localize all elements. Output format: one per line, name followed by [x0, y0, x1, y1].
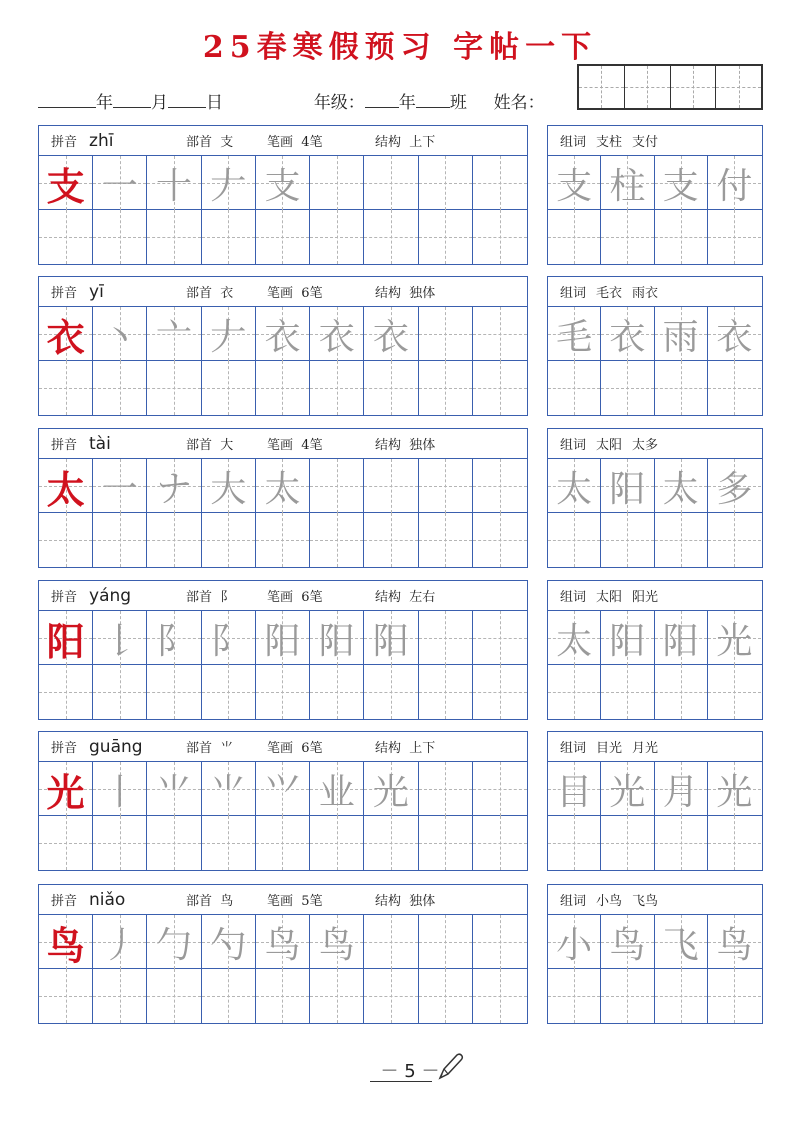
word-trace-cell[interactable]: 月: [655, 762, 708, 816]
word-practice-cell[interactable]: [548, 361, 601, 415]
stroke-order-cell[interactable]: 阝: [202, 611, 256, 665]
practice-cell[interactable]: [39, 665, 93, 719]
word-header: [548, 885, 762, 915]
practice-cell[interactable]: [364, 513, 418, 567]
word-1: 太阳: [596, 438, 623, 453]
name-cell[interactable]: [716, 66, 761, 108]
stroke-order-cell[interactable]: 阳: [256, 611, 310, 665]
stroke-order-cell[interactable]: 衣: [256, 307, 310, 361]
word-trace-cell[interactable]: 阳: [601, 459, 654, 513]
word-trace-cell[interactable]: 太: [655, 459, 708, 513]
word-2: 阳光: [632, 590, 659, 605]
practice-block-4: [38, 580, 528, 720]
stroke-order-cell[interactable]: 丶: [93, 307, 147, 361]
practice-block-1: [38, 125, 528, 265]
word-trace-cell[interactable]: 目: [548, 762, 601, 816]
practice-cell[interactable]: [310, 513, 364, 567]
practice-cell[interactable]: [419, 513, 473, 567]
practice-cell[interactable]: [93, 665, 147, 719]
word-header: [548, 126, 762, 156]
day-blank[interactable]: [168, 92, 206, 108]
char-info-header: [39, 126, 527, 156]
word-2: 太多: [632, 438, 659, 453]
structure-value: 上下: [409, 741, 436, 756]
stroke-order-cell[interactable]: 阳: [310, 611, 364, 665]
date-grade-name-line: [38, 88, 545, 113]
practice-cell[interactable]: [364, 969, 418, 1023]
word-practice-cell[interactable]: [601, 816, 654, 870]
word-practice-cell[interactable]: [548, 816, 601, 870]
stroke-order-cell[interactable]: 丿: [93, 915, 147, 969]
practice-cell[interactable]: [147, 816, 201, 870]
year-blank[interactable]: [38, 92, 96, 108]
practice-cell[interactable]: [473, 611, 527, 665]
pinyin-value: yáng: [89, 585, 132, 606]
stroke-order-cell[interactable]: 亠: [147, 307, 201, 361]
pinyin-value: guāng: [89, 736, 143, 757]
char-info-header: [39, 277, 527, 307]
words-label: 组词: [560, 135, 587, 150]
radical-value: 大: [220, 438, 234, 453]
practice-cell[interactable]: [419, 665, 473, 719]
practice-cell[interactable]: [364, 210, 418, 264]
word-practice-cell[interactable]: [655, 816, 708, 870]
name-label: 姓名：: [493, 93, 545, 113]
stroke-order-cell[interactable]: ⺌: [202, 762, 256, 816]
practice-block-3: [38, 428, 528, 568]
stroke-order-cell[interactable]: 𠂇: [202, 156, 256, 210]
word-block-3: [547, 428, 763, 568]
practice-cell[interactable]: [419, 611, 473, 665]
word-trace-cell[interactable]: 多: [708, 459, 761, 513]
model-character: 支: [39, 156, 93, 210]
word-block-5: [547, 731, 763, 871]
radical-label: 部首: [186, 286, 213, 301]
pen-icon: [436, 1052, 464, 1082]
word-practice-cell[interactable]: [708, 816, 761, 870]
practice-cell[interactable]: [93, 969, 147, 1023]
word-practice-cell[interactable]: [601, 210, 654, 264]
words-label: 组词: [560, 590, 587, 605]
strokes-value: 4笔: [301, 135, 323, 150]
radical-value: 衣: [220, 286, 234, 301]
radical-label: 部首: [186, 135, 213, 150]
radical-value: ⺌: [220, 741, 234, 756]
structure-label: 结构: [375, 741, 402, 756]
word-practice-cell[interactable]: [601, 513, 654, 567]
strokes-value: 5笔: [301, 894, 323, 909]
model-character: 鸟: [39, 915, 93, 969]
word-trace-cell[interactable]: 柱: [601, 156, 654, 210]
model-character: 衣: [39, 307, 93, 361]
practice-cell[interactable]: [419, 762, 473, 816]
word-block-6: [547, 884, 763, 1024]
strokes-value: 6笔: [301, 741, 323, 756]
word-block-2: [547, 276, 763, 416]
word-trace-cell[interactable]: 雨: [655, 307, 708, 361]
pinyin-label: 拼音: [51, 286, 78, 301]
word-practice-cell[interactable]: [548, 665, 601, 719]
year-label: 年: [96, 93, 113, 113]
strokes-value: 6笔: [301, 286, 323, 301]
char-info-header: [39, 885, 527, 915]
strokes-value: 6笔: [301, 590, 323, 605]
pinyin-label: 拼音: [51, 438, 78, 453]
word-1: 小鸟: [596, 894, 623, 909]
word-trace-cell[interactable]: 光: [708, 762, 761, 816]
word-practice-cell[interactable]: [548, 210, 601, 264]
practice-cell[interactable]: [310, 361, 364, 415]
structure-value: 独体: [409, 286, 436, 301]
structure-value: 独体: [409, 894, 436, 909]
practice-cell[interactable]: [473, 762, 527, 816]
practice-block-6: [38, 884, 528, 1024]
structure-label: 结构: [375, 135, 402, 150]
stroke-order-cell[interactable]: 𠂇: [202, 307, 256, 361]
word-practice-cell[interactable]: [655, 665, 708, 719]
practice-cell[interactable]: [473, 513, 527, 567]
structure-label: 结构: [375, 286, 402, 301]
name-cell[interactable]: [579, 66, 625, 108]
practice-cell[interactable]: [93, 816, 147, 870]
word-trace-cell[interactable]: 阳: [655, 611, 708, 665]
stroke-order-cell[interactable]: 光: [364, 762, 418, 816]
structure-label: 结构: [375, 894, 402, 909]
month-label: 月: [151, 93, 168, 113]
stroke-order-cell[interactable]: ⺍: [256, 762, 310, 816]
practice-cell[interactable]: [473, 156, 527, 210]
word-header: [548, 581, 762, 611]
word-practice-cell[interactable]: [601, 361, 654, 415]
radical-value: 阝: [220, 590, 234, 605]
word-trace-cell[interactable]: 毛: [548, 307, 601, 361]
practice-cell[interactable]: [202, 969, 256, 1023]
word-practice-cell[interactable]: [655, 361, 708, 415]
practice-cell[interactable]: [256, 969, 310, 1023]
class-label: 班: [449, 93, 467, 113]
practice-cell[interactable]: [310, 969, 364, 1023]
stroke-order-cell[interactable]: 一: [93, 459, 147, 513]
practice-cell[interactable]: [147, 513, 201, 567]
practice-cell[interactable]: [473, 665, 527, 719]
practice-cell[interactable]: [256, 210, 310, 264]
radical-value: 鸟: [220, 894, 234, 909]
strokes-label: 笔画: [267, 741, 294, 756]
word-1: 目光: [596, 741, 623, 756]
strokes-label: 笔画: [267, 438, 294, 453]
stroke-order-cell[interactable]: 一: [93, 156, 147, 210]
strokes-value: 4笔: [301, 438, 323, 453]
practice-cell[interactable]: [364, 361, 418, 415]
word-practice-cell[interactable]: [708, 969, 761, 1023]
pinyin-label: 拼音: [51, 135, 78, 150]
practice-cell[interactable]: [202, 361, 256, 415]
word-trace-cell[interactable]: 支: [548, 156, 601, 210]
word-practice-cell[interactable]: [708, 361, 761, 415]
practice-cell[interactable]: [419, 969, 473, 1023]
practice-cell[interactable]: [419, 361, 473, 415]
practice-cell[interactable]: [202, 210, 256, 264]
word-practice-cell[interactable]: [708, 513, 761, 567]
practice-cell[interactable]: [419, 915, 473, 969]
pinyin-value: tài: [89, 433, 111, 454]
practice-cell[interactable]: [364, 816, 418, 870]
stroke-order-cell[interactable]: 阝: [147, 611, 201, 665]
practice-cell[interactable]: [256, 361, 310, 415]
word-trace-cell[interactable]: 太: [548, 459, 601, 513]
model-character: 阳: [39, 611, 93, 665]
stroke-order-cell[interactable]: 十: [147, 156, 201, 210]
word-trace-cell[interactable]: 太: [548, 611, 601, 665]
structure-value: 上下: [409, 135, 436, 150]
strokes-label: 笔画: [267, 135, 294, 150]
char-info-header: [39, 429, 527, 459]
stroke-order-cell[interactable]: 丨: [93, 762, 147, 816]
structure-value: 独体: [409, 438, 436, 453]
word-practice-cell[interactable]: [708, 210, 761, 264]
grade-label: 年级：: [313, 93, 365, 113]
month-blank[interactable]: [113, 92, 151, 108]
word-trace-cell[interactable]: 支: [655, 156, 708, 210]
practice-cell[interactable]: [39, 816, 93, 870]
practice-cell[interactable]: [256, 665, 310, 719]
stroke-order-cell[interactable]: 衣: [364, 307, 418, 361]
word-practice-cell[interactable]: [548, 969, 601, 1023]
stroke-order-cell[interactable]: 鸟: [256, 915, 310, 969]
word-trace-cell[interactable]: 光: [708, 611, 761, 665]
strokes-label: 笔画: [267, 894, 294, 909]
stroke-order-cell[interactable]: 太: [256, 459, 310, 513]
word-practice-cell[interactable]: [655, 969, 708, 1023]
pinyin-label: 拼音: [51, 894, 78, 909]
practice-cell[interactable]: [310, 816, 364, 870]
word-practice-cell[interactable]: [655, 513, 708, 567]
word-2: 飞鸟: [632, 894, 659, 909]
practice-cell[interactable]: [202, 665, 256, 719]
stroke-order-cell[interactable]: 𠄌: [93, 611, 147, 665]
radical-label: 部首: [186, 590, 213, 605]
practice-cell[interactable]: [419, 156, 473, 210]
radical-label: 部首: [186, 741, 213, 756]
word-practice-cell[interactable]: [601, 969, 654, 1023]
structure-label: 结构: [375, 590, 402, 605]
words-label: 组词: [560, 286, 587, 301]
practice-cell[interactable]: [419, 459, 473, 513]
practice-cell[interactable]: [39, 513, 93, 567]
word-trace-cell[interactable]: 光: [601, 762, 654, 816]
stroke-order-cell[interactable]: 阳: [364, 611, 418, 665]
radical-label: 部首: [186, 438, 213, 453]
stroke-order-cell[interactable]: 支: [256, 156, 310, 210]
page-number: － 5 －: [370, 1057, 450, 1083]
structure-label: 结构: [375, 438, 402, 453]
word-practice-cell[interactable]: [708, 665, 761, 719]
name-cell[interactable]: [671, 66, 717, 108]
word-1: 太阳: [596, 590, 623, 605]
pinyin-value: yī: [89, 281, 104, 302]
word-trace-cell[interactable]: 鸟: [708, 915, 761, 969]
pinyin-value: zhī: [89, 130, 114, 151]
practice-cell[interactable]: [473, 459, 527, 513]
practice-cell[interactable]: [419, 210, 473, 264]
stroke-order-cell[interactable]: ⺌: [147, 762, 201, 816]
stroke-order-cell[interactable]: 鸟: [310, 915, 364, 969]
words-label: 组词: [560, 741, 587, 756]
practice-cell[interactable]: [147, 210, 201, 264]
practice-cell[interactable]: [39, 361, 93, 415]
stroke-order-cell[interactable]: 衣: [310, 307, 364, 361]
word-header: [548, 429, 762, 459]
class-blank[interactable]: [416, 92, 450, 108]
practice-cell[interactable]: [93, 210, 147, 264]
practice-cell[interactable]: [39, 210, 93, 264]
practice-cell[interactable]: [473, 915, 527, 969]
practice-cell[interactable]: [473, 816, 527, 870]
words-label: 组词: [560, 894, 587, 909]
practice-cell[interactable]: [202, 513, 256, 567]
model-character: 光: [39, 762, 93, 816]
structure-value: 左右: [409, 590, 436, 605]
word-trace-cell[interactable]: 衣: [708, 307, 761, 361]
practice-cell[interactable]: [473, 307, 527, 361]
strokes-label: 笔画: [267, 286, 294, 301]
practice-cell[interactable]: [473, 210, 527, 264]
word-2: 雨衣: [632, 286, 659, 301]
word-practice-cell[interactable]: [548, 513, 601, 567]
word-trace-cell[interactable]: 小: [548, 915, 601, 969]
char-info-header: [39, 581, 527, 611]
word-trace-cell[interactable]: 飞: [655, 915, 708, 969]
stroke-order-cell[interactable]: 勺: [202, 915, 256, 969]
pinyin-label: 拼音: [51, 590, 78, 605]
practice-cell[interactable]: [93, 361, 147, 415]
word-trace-cell[interactable]: 付: [708, 156, 761, 210]
page-title: 25春寒假预习 字帖一下: [202, 30, 598, 65]
practice-cell[interactable]: [310, 156, 364, 210]
radical-value: 支: [220, 135, 234, 150]
practice-cell[interactable]: [364, 915, 418, 969]
pinyin-label: 拼音: [51, 741, 78, 756]
practice-cell[interactable]: [202, 816, 256, 870]
stroke-order-cell[interactable]: ナ: [147, 459, 201, 513]
practice-cell[interactable]: [147, 665, 201, 719]
practice-cell[interactable]: [419, 816, 473, 870]
stroke-order-cell[interactable]: 勹: [147, 915, 201, 969]
day-label: 日: [206, 93, 223, 113]
word-practice-cell[interactable]: [601, 665, 654, 719]
word-trace-cell[interactable]: 鸟: [601, 915, 654, 969]
word-1: 支柱: [596, 135, 623, 150]
practice-cell[interactable]: [473, 969, 527, 1023]
grade-blank[interactable]: [365, 92, 399, 108]
practice-cell[interactable]: [256, 513, 310, 567]
grade-year-label: 年: [398, 93, 416, 113]
word-2: 月光: [632, 741, 659, 756]
practice-cell[interactable]: [419, 307, 473, 361]
model-character: 太: [39, 459, 93, 513]
word-header: [548, 277, 762, 307]
practice-cell[interactable]: [39, 969, 93, 1023]
name-writing-grid[interactable]: [577, 64, 763, 110]
practice-block-5: [38, 731, 528, 871]
practice-cell[interactable]: [310, 210, 364, 264]
word-block-1: [547, 125, 763, 265]
practice-cell[interactable]: [364, 459, 418, 513]
practice-cell[interactable]: [364, 665, 418, 719]
name-cell[interactable]: [625, 66, 671, 108]
practice-cell[interactable]: [256, 816, 310, 870]
practice-cell[interactable]: [310, 459, 364, 513]
stroke-order-cell[interactable]: 业: [310, 762, 364, 816]
practice-cell[interactable]: [147, 361, 201, 415]
practice-block-2: [38, 276, 528, 416]
pinyin-value: niǎo: [89, 889, 126, 910]
practice-cell[interactable]: [473, 361, 527, 415]
word-2: 支付: [632, 135, 659, 150]
word-header: [548, 732, 762, 762]
word-trace-cell[interactable]: 阳: [601, 611, 654, 665]
practice-cell[interactable]: [147, 969, 201, 1023]
practice-cell[interactable]: [364, 156, 418, 210]
word-1: 毛衣: [596, 286, 623, 301]
strokes-label: 笔画: [267, 590, 294, 605]
char-info-header: [39, 732, 527, 762]
word-trace-cell[interactable]: 衣: [601, 307, 654, 361]
word-block-4: [547, 580, 763, 720]
radical-label: 部首: [186, 894, 213, 909]
words-label: 组词: [560, 438, 587, 453]
practice-cell[interactable]: [93, 513, 147, 567]
word-practice-cell[interactable]: [655, 210, 708, 264]
practice-cell[interactable]: [310, 665, 364, 719]
stroke-order-cell[interactable]: 大: [202, 459, 256, 513]
